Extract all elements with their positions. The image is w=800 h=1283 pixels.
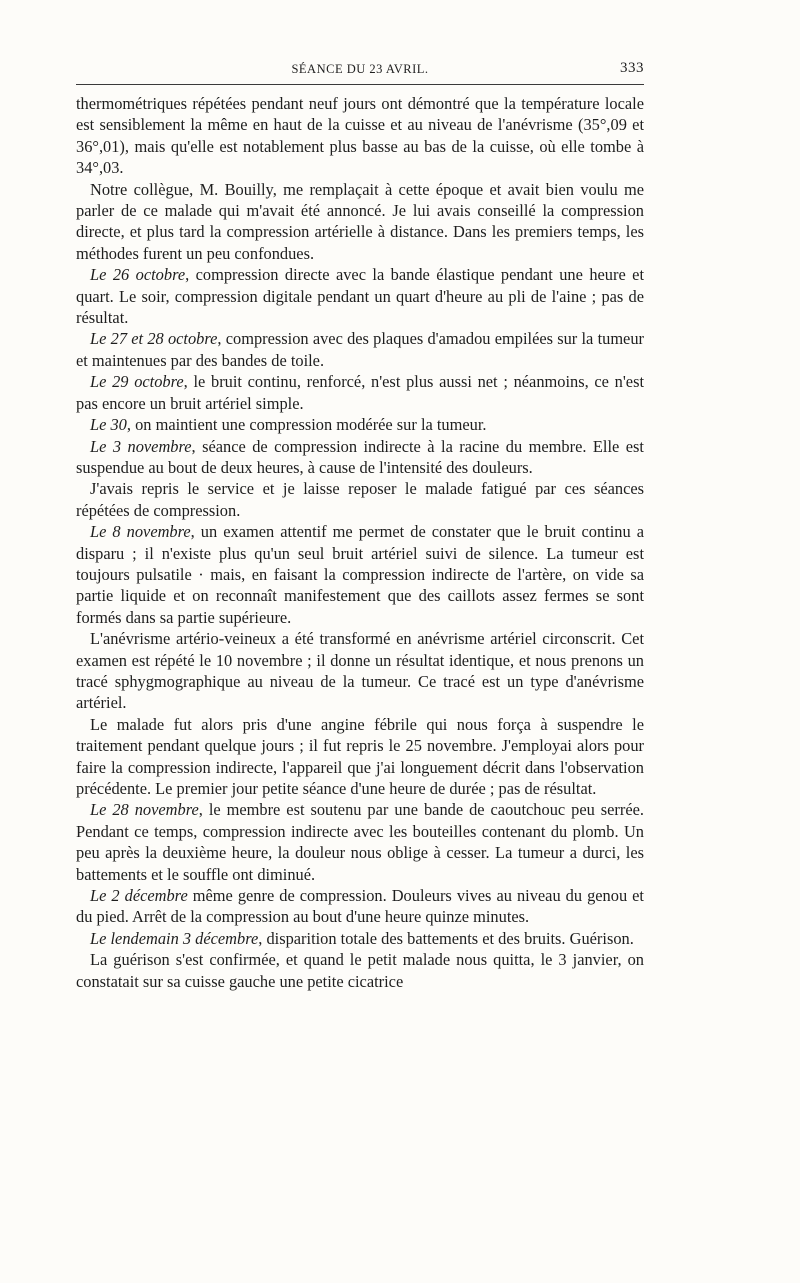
paragraph-6: Le 30, on maintient une compression modérée sur la tumeur. — [90, 415, 487, 435]
paragraph-12: Le 28 novembre, le membre est soutenu par une bande de caoutchouc peu serrée. Pendant ce temps, compression indirecte avec les bouteilles contenant du plomb. Un peu après la deuxième heure, la douleur nous oblige à cesser. La tumeur a durci, les battements et le souffle ont diminué. — [76, 800, 644, 884]
body-text — [76, 93, 644, 992]
date-label: Le 27 et 28 octobre — [90, 329, 218, 349]
page-number: 333 — [620, 60, 644, 76]
paragraph-2: Notre collègue, M. Bouilly, me remplaçait à cette époque et avait bien voulu me parler de ce malade qui m'avait été annoncé. Je lui avais conseillé la compression directe, et plus tard la compression artérielle à distance. Dans les premiers temps, les méthodes furent un peu confondues. — [76, 179, 644, 263]
date-label: Le 28 novembre — [90, 800, 199, 820]
paragraph-9: Le 8 novembre, un examen attentif me permet de constater que le bruit continu a disparu ; il n'existe plus qu'un seul bruit artériel suivi de silence. La tumeur est toujours pulsatile · mais, en faisant la compression indirecte de l'artère, on vide sa partie liquide et on reconnaît manifestement que des caillots assez fermes se sont formés dans sa partie supérieure. — [76, 522, 644, 627]
date-label: Le lendemain 3 décembre — [90, 928, 259, 948]
date-label: Le 26 octobre — [90, 265, 186, 285]
running-title: SÉANCE DU 23 AVRIL. — [291, 62, 429, 76]
paragraph-1: thermométriques répétées pendant neuf jours ont démontré que la température locale est sensiblement la même en haut de la cuisse et au niveau de l'anévrisme (35°,09 et 36°,01), mais qu'elle est notablement plus basse au bas de la cuisse, où elle tombe à 34°,03. — [76, 94, 644, 178]
paragraph-15: La guérison s'est confirmée, et quand le petit malade nous quitta, le 3 janvier, on constatait sur sa cuisse gauche une petite cicatrice — [76, 950, 644, 991]
paragraph-7: Le 3 novembre, séance de compression indirecte à la racine du membre. Elle est suspendue au bout de deux heures, à cause de l'intensité des douleurs. — [76, 436, 644, 477]
paragraph-13: Le 2 décembre même genre de compression. Douleurs vives au niveau du genou et du pied. Arrêt de la compression au bout d'une heure quinze minutes. — [76, 886, 644, 927]
paragraph-10: L'anévrisme artério-veineux a été transformé en anévrisme artériel circonscrit. Cet examen est répété le 10 novembre ; il donne un résultat identique, et nous prenons un tracé sphygmographique au niveau de la tumeur. Ce tracé est un type d'anévrisme artériel. — [76, 629, 644, 713]
date-label: Le 30 — [90, 415, 127, 435]
paragraph-5: Le 29 octobre, le bruit continu, renforcé, n'est plus aussi net ; néanmoins, ce n'est pas encore un bruit artériel simple. — [76, 372, 645, 413]
date-label: Le 2 décembre — [90, 886, 188, 906]
date-label: Le 8 novembre — [90, 522, 191, 542]
paragraph-4: Le 27 et 28 octobre, compression avec des plaques d'amadou empilées sur la tumeur et maintenues par des bandes de toile. — [76, 329, 644, 370]
header-rule — [76, 84, 644, 85]
paragraph-11: Le malade fut alors pris d'une angine fébrile qui nous força à suspendre le traitement pendant quelque jours ; il fut repris le 25 novembre. J'employai alors pour faire la compression indirecte, l'appareil que j'ai longuement décrit dans l'observation précédente. Le premier jour petite séance d'une heure de durée ; pas de résultat. — [76, 714, 644, 798]
date-label: Le 3 novembre — [90, 436, 192, 456]
paragraph-3: Le 26 octobre, compression directe avec la bande élastique pendant une heure et quart. Le soir, compression digitale pendant un quart d'heure au pli de l'aine ; pas de résultat. — [76, 265, 644, 328]
date-label: Le 29 octobre — [90, 372, 184, 392]
page-header — [76, 58, 644, 82]
paragraph-14: Le lendemain 3 décembre, disparition totale des battements et des bruits. Guérison. — [90, 928, 634, 948]
paragraph-8: J'avais repris le service et je laisse reposer le malade fatigué par ces séances répétées de compression. — [76, 479, 644, 520]
document-page — [76, 58, 644, 992]
